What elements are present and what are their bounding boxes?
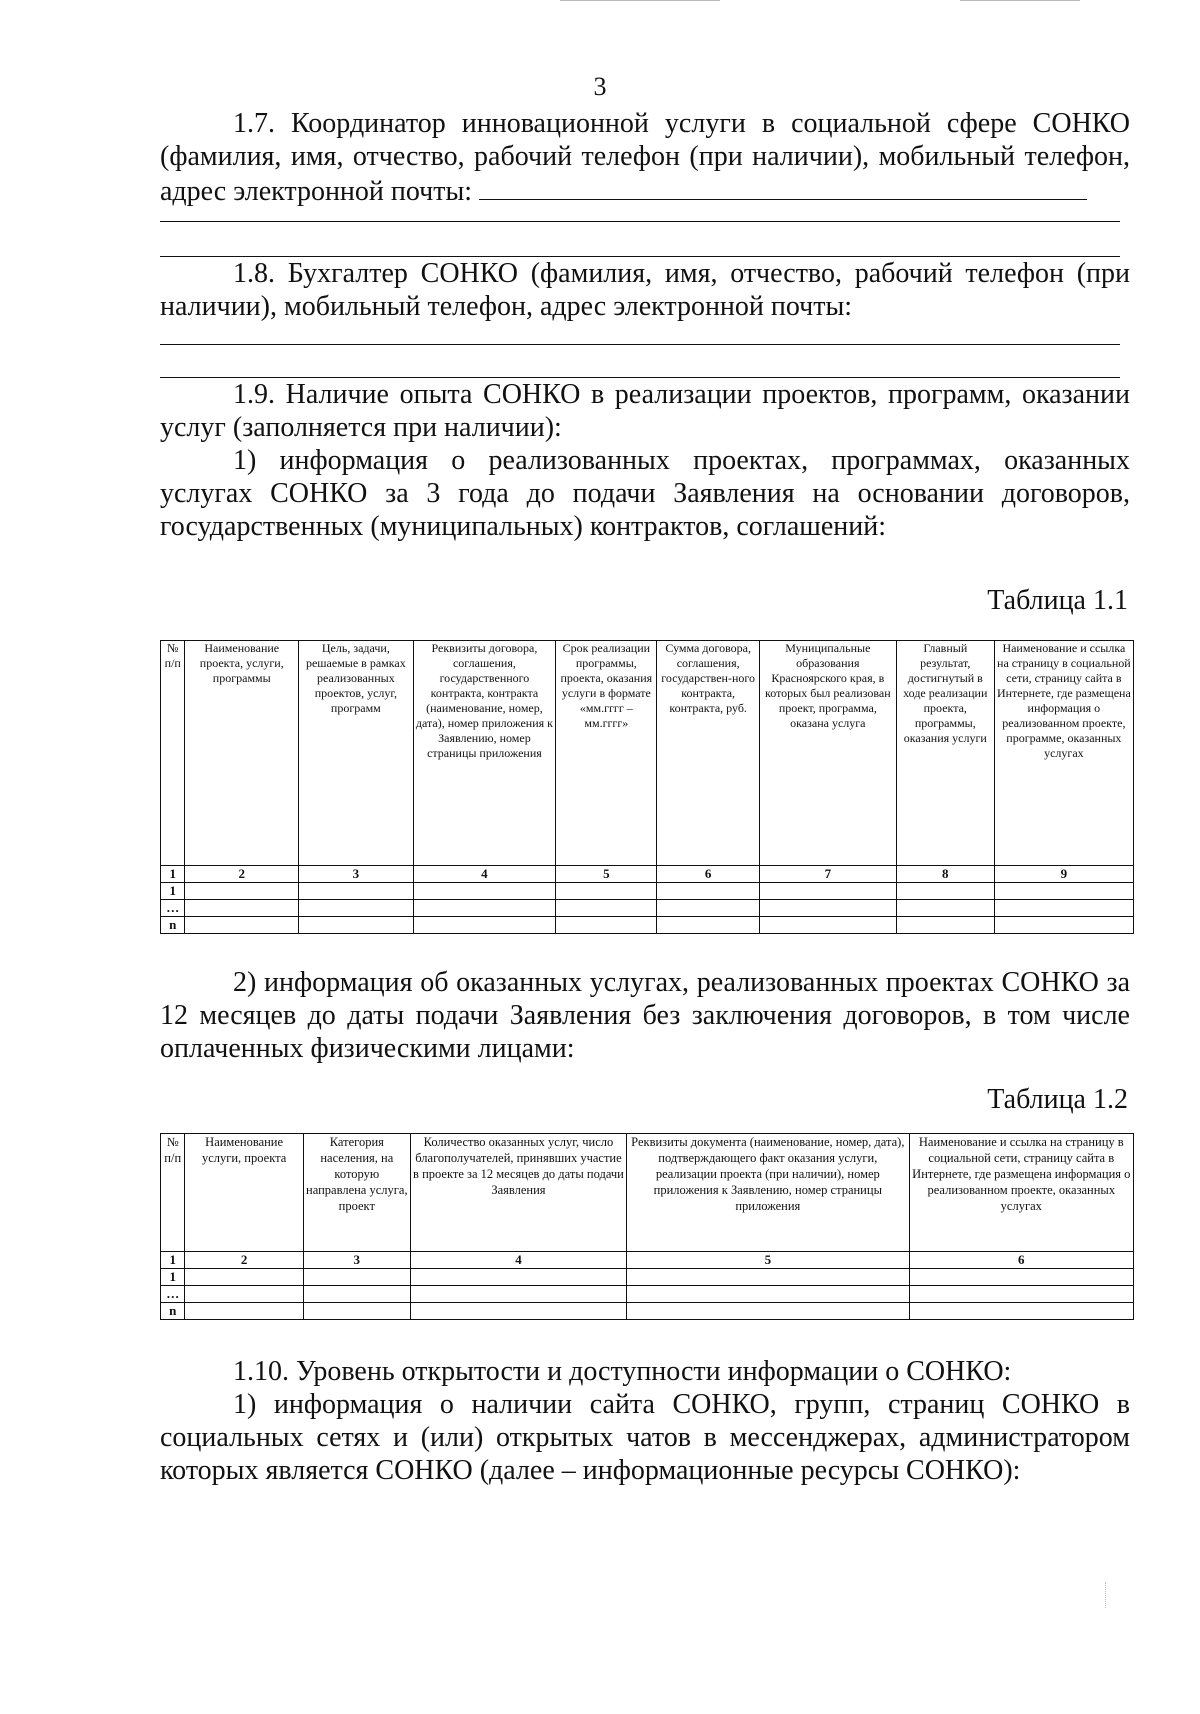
column-number: 1 — [161, 1252, 185, 1269]
section-1-10: 1.10. Уровень открытости и доступности информации о СОНКО: — [233, 1356, 1012, 1387]
column-number: 4 — [410, 1252, 626, 1269]
header-cell: Реквизиты документа (наименование, номер, дата), подтверждающего факт оказания услуги, реализации проекта (при наличии), номер приложения к Заявлению, номер страницы приложения — [627, 1134, 910, 1252]
header-cell: Категория населения, на которую направлена услуга, проект — [303, 1134, 410, 1252]
column-number: 8 — [896, 866, 994, 883]
section-1-9-item-2: 2) информация об оказанных услугах, реализованных проектах СОНКО за 12 месяцев до даты подачи Заявления без заключения договоров, в том числе оплаченных физическими лицами: — [160, 967, 1130, 1064]
header-cell: Наименование и ссылка на страницу в социальной сети, страницу сайта в Интернете, где размещена информация о реализованном проекте, программе, оказанных услугах — [994, 641, 1133, 866]
column-number: 5 — [627, 1252, 910, 1269]
column-number: 1 — [161, 866, 185, 883]
column-number: 3 — [303, 1252, 410, 1269]
table-cell — [627, 1286, 910, 1303]
section-1-9: 1.9. Наличие опыта СОНКО в реализации проектов, программ, оказании услуг (заполняется при наличии): — [160, 379, 1130, 443]
table-1-2 — [160, 1133, 1134, 1320]
table-cell — [627, 1303, 910, 1320]
header-cell: Сумма договора, соглашения, государствен-ного контракта, контракта, руб. — [657, 641, 759, 866]
header-cell: Наименование проекта, услуги, программы — [185, 641, 299, 866]
scan-artifact-line — [560, 0, 720, 1]
table-row — [161, 1303, 1134, 1320]
table-cell — [896, 917, 994, 934]
table-cell — [657, 900, 759, 917]
table-cell — [759, 917, 896, 934]
section-1-8: 1.8. Бухгалтер СОНКО (фамилия, имя, отчество, рабочий телефон (при наличии), мобильный телефон, адрес электронной почты: — [160, 258, 1130, 322]
table-1-1 — [160, 640, 1134, 934]
table-cell — [185, 1269, 303, 1286]
table-cell — [410, 1303, 626, 1320]
header-cell: Цель, задачи, решаемые в рамках реализованных проектов, услуг, программ — [299, 641, 414, 866]
table-cell — [896, 900, 994, 917]
column-number: 3 — [299, 866, 414, 883]
table-cell — [759, 900, 896, 917]
table-cell — [299, 883, 414, 900]
table-row — [161, 1269, 1134, 1286]
scan-artifact-mark — [1105, 1582, 1106, 1608]
section-1-9-item-1: 1) информация о реализованных проектах, программах, оказанных услугах СОНКО за 3 года до подачи Заявления на основании договоров, государственных (муниципальных) контрактов, соглашений: — [160, 445, 1130, 542]
table-cell — [185, 1286, 303, 1303]
header-cell: № п/п — [161, 1134, 185, 1252]
table-cell — [303, 1303, 410, 1320]
column-number: 9 — [994, 866, 1133, 883]
row-label: … — [161, 900, 185, 917]
column-number: 5 — [556, 866, 657, 883]
column-number: 2 — [185, 1252, 303, 1269]
table-header-row — [161, 641, 1134, 866]
table-cell — [185, 900, 299, 917]
table-cell — [303, 1269, 410, 1286]
row-label: n — [161, 1303, 185, 1320]
table-row — [161, 1286, 1134, 1303]
header-cell: Количество оказанных услуг, число благополучателей, принявших участие в проекте за 12 месяцев до даты подачи Заявления — [410, 1134, 626, 1252]
table-cell — [657, 917, 759, 934]
table-cell — [185, 1303, 303, 1320]
column-number: 7 — [759, 866, 896, 883]
column-number-row — [161, 866, 1134, 883]
table-header-row — [161, 1134, 1134, 1252]
fill-in-line — [160, 221, 1120, 222]
table-cell — [994, 883, 1133, 900]
table-cell — [896, 883, 994, 900]
section-1-7 — [160, 107, 1130, 208]
header-cell: Главный результат, достигнутый в ходе реализации проекта, программы, оказания услуги — [896, 641, 994, 866]
table-cell — [299, 900, 414, 917]
table-cell — [909, 1303, 1133, 1320]
table-cell — [556, 883, 657, 900]
table-cell — [303, 1286, 410, 1303]
table-row — [161, 900, 1134, 917]
table-cell — [410, 1286, 626, 1303]
column-number: 4 — [413, 866, 555, 883]
table-cell — [413, 900, 555, 917]
table-cell — [413, 917, 555, 934]
column-number: 6 — [909, 1252, 1133, 1269]
header-cell: Наименование услуги, проекта — [185, 1134, 303, 1252]
header-cell: Наименование и ссылка на страницу в социальной сети, страницу сайта в Интернете, где размещена информация о реализованном проекте, оказанных услугах — [909, 1134, 1133, 1252]
table-cell — [994, 900, 1133, 917]
table-cell — [185, 883, 299, 900]
row-label: 1 — [161, 1269, 185, 1286]
table-cell — [627, 1269, 910, 1286]
table-cell — [185, 917, 299, 934]
table-cell — [759, 883, 896, 900]
section-1-7-text: 1.7. Координатор инновационной услуги в социальной сфере СОНКО (фамилия, имя, отчество, рабочий телефон (при наличии), мобильный телефон, адрес электронной почты: — [160, 108, 1130, 207]
table-cell — [994, 917, 1133, 934]
row-label: n — [161, 917, 185, 934]
header-cell: № п/п — [161, 641, 185, 866]
column-number: 6 — [657, 866, 759, 883]
table-cell — [556, 900, 657, 917]
table-cell — [410, 1269, 626, 1286]
fill-in-line — [479, 173, 1087, 200]
table-1-2-caption: Таблица 1.2 — [987, 1084, 1128, 1115]
section-1-10-item-1: 1) информация о наличии сайта СОНКО, групп, страниц СОНКО в социальных сетях и (или) открытых чатов в мессенджерах, администратором которых является СОНКО (далее – информационные ресурсы СОНКО): — [160, 1389, 1130, 1486]
column-number-row — [161, 1252, 1134, 1269]
header-cell: Срок реализации программы, проекта, оказания услуги в формате «мм.гггг – мм.гггг» — [556, 641, 657, 866]
table-cell — [413, 883, 555, 900]
table-cell — [657, 883, 759, 900]
table-row — [161, 883, 1134, 900]
column-number: 2 — [185, 866, 299, 883]
scan-artifact-line — [960, 0, 1080, 1]
row-label: 1 — [161, 883, 185, 900]
header-cell: Реквизиты договора, соглашения, государственного контракта, контракта (наименование, номер, дата), номер приложения к Заявлению, номер страницы приложения — [413, 641, 555, 866]
fill-in-line — [160, 344, 1120, 345]
table-1-1-caption: Таблица 1.1 — [987, 585, 1128, 616]
table-cell — [909, 1269, 1133, 1286]
table-cell — [909, 1286, 1133, 1303]
header-cell: Муниципальные образования Красноярского края, в которых был реализован проект, программа, оказана услуга — [759, 641, 896, 866]
page-number: 3 — [593, 72, 607, 101]
table-row — [161, 917, 1134, 934]
table-cell — [556, 917, 657, 934]
row-label: … — [161, 1286, 185, 1303]
table-cell — [299, 917, 414, 934]
